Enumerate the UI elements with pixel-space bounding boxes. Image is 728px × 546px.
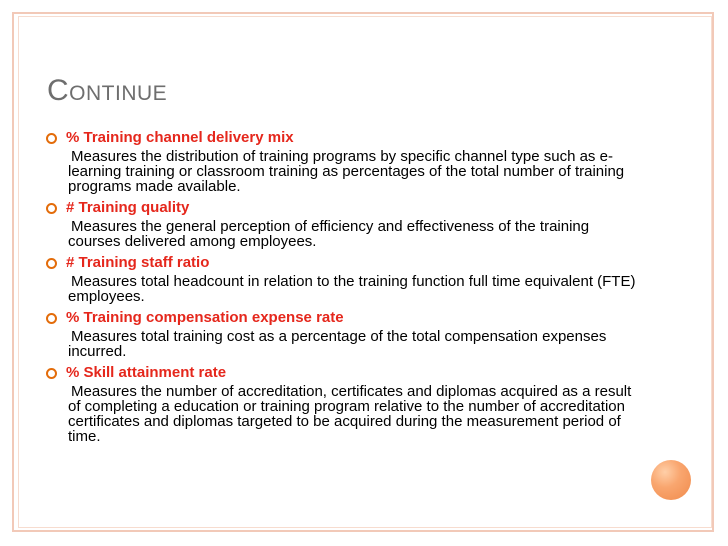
item-heading: % Skill attainment rate xyxy=(66,364,227,381)
item-description: Measures the distribution of training programs by specific channel type such as e-learning training or classroom training as percentages of the total number of training programs made available. xyxy=(68,148,625,195)
bullet-circle-icon xyxy=(46,368,57,379)
item-heading: # Training quality xyxy=(66,199,190,216)
item-heading: % Training channel delivery mix xyxy=(66,129,294,146)
list-item xyxy=(46,363,636,444)
decorative-orb xyxy=(651,460,691,500)
bullet-circle-icon xyxy=(46,203,57,214)
item-description: Measures the number of accreditation, certificates and diplomas acquired as a result of completing a education or training program relative to the number of accreditation certificates and diplomas targeted to be acquired during the measurement period of time. xyxy=(68,383,632,445)
item-description: Measures total training cost as a percentage of the total compensation expenses incurred. xyxy=(68,328,607,360)
bullet-list xyxy=(46,128,636,448)
bullet-circle-icon xyxy=(46,258,57,269)
list-item xyxy=(46,253,636,304)
item-heading: % Training compensation expense rate xyxy=(66,309,344,326)
list-item xyxy=(46,198,636,249)
bullet-circle-icon xyxy=(46,133,57,144)
bullet-circle-icon xyxy=(46,313,57,324)
item-description: Measures total headcount in relation to the training function full time equivalent (FTE) employees. xyxy=(68,273,636,305)
list-item xyxy=(46,128,636,194)
list-item xyxy=(46,308,636,359)
item-description: Measures the general perception of efficiency and effectiveness of the training courses delivered among employees. xyxy=(68,218,590,250)
item-heading: # Training staff ratio xyxy=(66,254,210,271)
slide-title: Continue xyxy=(47,74,168,107)
